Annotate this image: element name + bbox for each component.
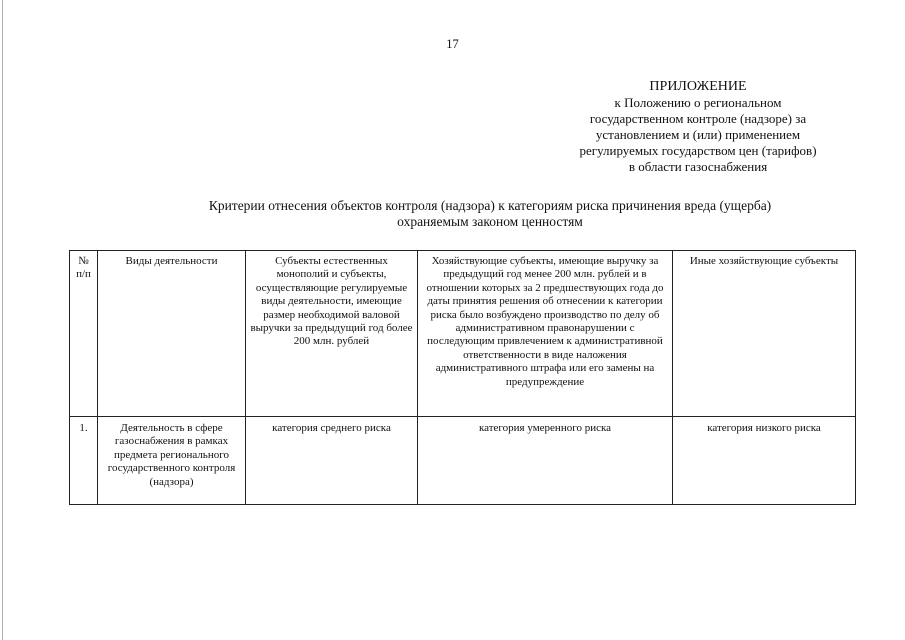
document-title-line: Критерии отнесения объектов контроля (надзора) к категориям риска причинения вреда (ущерба) bbox=[208, 198, 772, 213]
header-small-entities: Хозяйствующие субъекты, имеющие выручку за предыдущий год менее 200 млн. рублей и в отношении которых за 2 предшествующих года до даты принятия решения об отнесении к категории риска было возбуждено производство по делу об административном правонарушении с последующим привлечением к административной ответственности в виде наложения административного штрафа или его замены на предупреждение bbox=[418, 251, 673, 417]
appendix-line: государственном контроле (надзоре) за bbox=[589, 111, 807, 126]
header-other-entities: Иные хозяйствующие субъекты bbox=[673, 251, 856, 417]
appendix-line: установлением и (или) применением bbox=[595, 127, 801, 142]
appendix-line: регулируемых государством цен (тарифов) bbox=[579, 143, 817, 158]
document-title-line: охраняемым законом ценностям bbox=[397, 214, 583, 229]
row-num: 1. bbox=[70, 417, 98, 505]
header-activity: Виды деятельности bbox=[98, 251, 246, 417]
row-other-category: категория низкого риска bbox=[673, 417, 856, 505]
row-activity: Деятельность в сфере газоснабжения в рамках предмета регионального государственного контроля (надзора) bbox=[98, 417, 246, 505]
table-header-row bbox=[70, 251, 856, 417]
risk-criteria-table bbox=[69, 250, 856, 505]
appendix-line: в области газоснабжения bbox=[628, 159, 768, 174]
document-title bbox=[110, 198, 870, 230]
appendix-title: ПРИЛОЖЕНИЕ bbox=[649, 79, 747, 94]
page-left-edge bbox=[2, 0, 3, 640]
table-row bbox=[70, 417, 856, 505]
appendix-line: к Положению о региональном bbox=[614, 95, 782, 110]
header-num: № п/п bbox=[70, 251, 98, 417]
appendix-block bbox=[548, 78, 848, 175]
header-monopoly-subjects: Субъекты естественных монополий и субъекты, осуществляющие регулируемые виды деятельности, имеющие размер необходимой валовой выручки за предыдущий год более 200 млн. рублей bbox=[246, 251, 418, 417]
page-number: 17 bbox=[446, 37, 459, 51]
row-monopoly-category: категория среднего риска bbox=[246, 417, 418, 505]
row-small-entities-category: категория умеренного риска bbox=[418, 417, 673, 505]
